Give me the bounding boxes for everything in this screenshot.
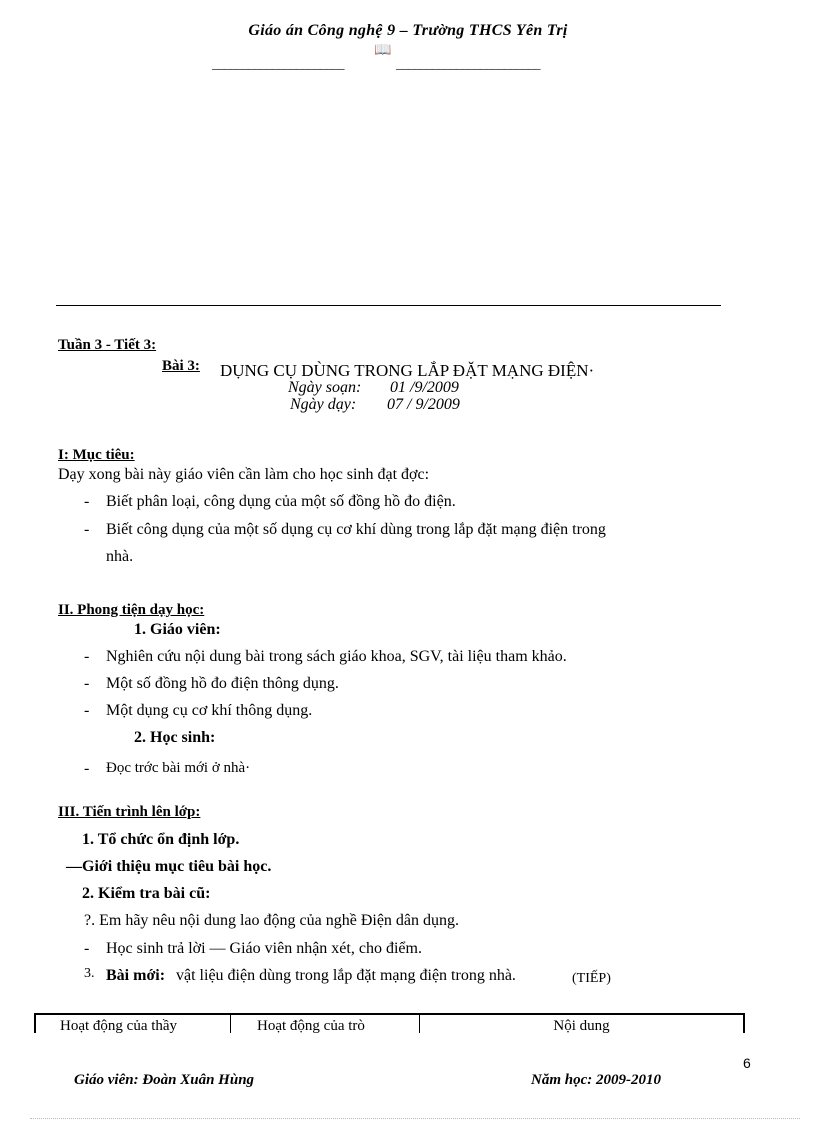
- header-dash-left: ______________________: [212, 56, 344, 71]
- list-item: Một dụng cụ cơ khí thông dụng.: [106, 702, 313, 719]
- book-icon: 📖: [374, 43, 392, 58]
- teacher-heading: 1. Giáo viên:: [134, 621, 221, 638]
- page-number: 6: [743, 1055, 751, 1071]
- page-header-title: Giáo án Công nghệ 9 – Trường THCS Yên Trị: [248, 22, 568, 39]
- footer-teacher: Giáo viên: Đoàn Xuân Hùng: [74, 1072, 255, 1088]
- student-heading: 2. Học sinh:: [134, 729, 216, 746]
- bullet-dash: -: [84, 702, 90, 719]
- step3-label: Bài mới:: [106, 967, 166, 984]
- week-label: Tuần 3 - Tiết 3:: [58, 337, 157, 353]
- list-item: Nghiên cứu nội dung bài trong sách giáo khoa, SGV, tài liệu tham khảo.: [106, 648, 567, 665]
- bullet-dash: -: [84, 648, 90, 665]
- teach-date-value: 07 / 9/2009: [387, 396, 460, 413]
- section1-heading: I: Mục tiêu:: [58, 447, 135, 463]
- header-dash-right: ________________________: [396, 56, 540, 71]
- list-item-continuation: nhà.: [106, 548, 134, 565]
- lesson-label: Bài 3:: [162, 358, 200, 374]
- horizontal-divider: [56, 305, 721, 306]
- section2-heading: II. Phong tiện dạy học:: [58, 602, 205, 618]
- table-header-cell: Hoạt động của trò: [231, 1015, 420, 1033]
- lesson-title: DỤNG CỤ DÙNG TRONG LẮP ĐẶT MẠNG ĐIỆN·: [220, 361, 595, 380]
- table-header-cell: Hoạt động của thầy: [36, 1015, 231, 1033]
- bullet-dash: -: [84, 760, 90, 777]
- step1-heading: 1. Tổ chức ổn định lớp.: [82, 831, 240, 848]
- step3-suffix: (TIẾP): [572, 971, 611, 986]
- step2-heading: 2. Kiểm tra bài cũ:: [82, 885, 211, 902]
- teach-date-label: Ngày dạy:: [290, 396, 357, 413]
- review-answer: Học sinh trả lời — Giáo viên nhận xét, cho điểm.: [106, 940, 422, 957]
- list-item: Biết phân loại, công dụng của một số đồng hồ đo điện.: [106, 493, 456, 510]
- footer-year: Năm học: 2009-2010: [531, 1072, 661, 1088]
- bullet-dash: -: [84, 675, 90, 692]
- intro-goal-heading: —Giới thiệu mục tiêu bài học.: [66, 858, 272, 875]
- bullet-dash: -: [84, 521, 90, 538]
- table-header-cell: Nội dung: [553, 1018, 610, 1033]
- bullet-dash: -: [84, 493, 90, 510]
- section1-intro: Dạy xong bài này giáo viên cần làm cho học sinh đạt đợc:: [58, 466, 430, 483]
- prep-date-label: Ngày soạn:: [288, 379, 362, 396]
- page-bottom-border: [30, 1118, 800, 1119]
- list-item: Đọc trớc bài mới ở nhà·: [106, 760, 251, 776]
- section3-heading: III. Tiến trình lên lớp:: [58, 804, 201, 820]
- step3-number: 3.: [84, 966, 95, 981]
- bullet-dash: -: [84, 940, 90, 957]
- list-item: Một số đồng hồ đo điện thông dụng.: [106, 675, 339, 692]
- review-question: ?. Em hãy nêu nội dung lao động của nghề Điện dân dụng.: [84, 912, 460, 929]
- lesson-table-header: [34, 1013, 745, 1033]
- step3-text: vật liệu điện dùng trong lắp đặt mạng điện trong nhà.: [176, 967, 516, 984]
- list-item: Biết công dụng của một số dụng cụ cơ khí dùng trong lắp đặt mạng điện trong: [106, 521, 606, 538]
- prep-date-value: 01 /9/2009: [390, 379, 459, 396]
